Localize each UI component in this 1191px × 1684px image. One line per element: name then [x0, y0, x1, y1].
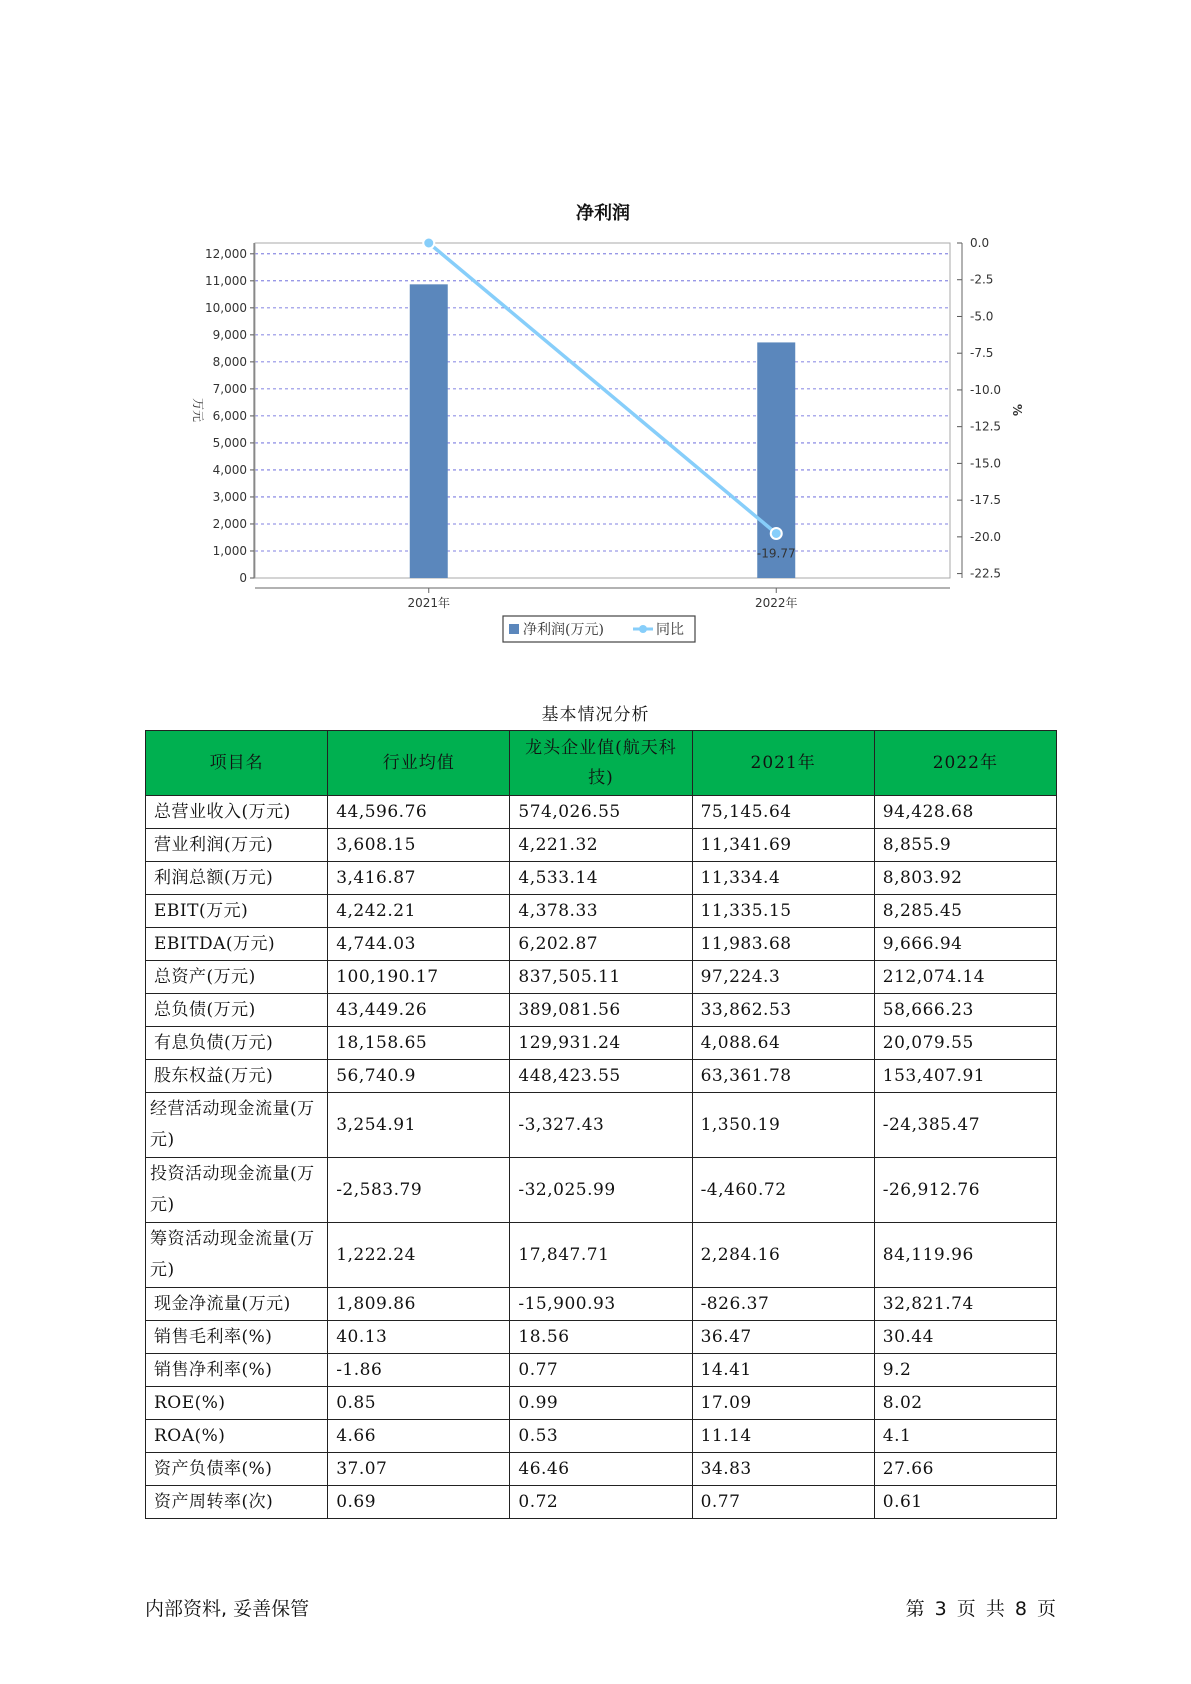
table-row [146, 1387, 1057, 1420]
row-label-cell: ROA(%) [146, 1420, 328, 1453]
value-cell: 8,803.92 [874, 862, 1056, 895]
value-cell: 17,847.71 [510, 1223, 692, 1288]
line-yoy [429, 243, 777, 533]
value-cell: 20,079.55 [874, 1027, 1056, 1060]
table-row [146, 1060, 1057, 1093]
value-cell: 0.69 [328, 1486, 510, 1519]
row-label-cell: 资产周转率(次) [146, 1486, 328, 1519]
value-cell: -15,900.93 [510, 1288, 692, 1321]
y2-tick-label: -5.0 [970, 309, 994, 324]
value-cell: 4,242.21 [328, 895, 510, 928]
bar-net-profit [410, 284, 448, 578]
y-tick-label: 1,000 [212, 543, 247, 558]
value-cell: 34.83 [692, 1453, 874, 1486]
value-cell: -26,912.76 [874, 1158, 1056, 1223]
table-row [146, 1027, 1057, 1060]
table-header-cell: 行业均值 [328, 731, 510, 796]
row-label-cell: 利润总额(万元) [146, 862, 328, 895]
value-cell: 37.07 [328, 1453, 510, 1486]
value-cell: 153,407.91 [874, 1060, 1056, 1093]
table-header-cell: 2022年 [874, 731, 1056, 796]
value-cell: 14.41 [692, 1354, 874, 1387]
y2-tick-label: -10.0 [970, 382, 1002, 397]
row-label-cell: 销售净利率(%) [146, 1354, 328, 1387]
table-row [146, 829, 1057, 862]
value-cell: 58,666.23 [874, 994, 1056, 1027]
value-cell: 11.14 [692, 1420, 874, 1453]
table-row [146, 1223, 1057, 1288]
value-cell: 3,608.15 [328, 829, 510, 862]
value-cell: 0.85 [328, 1387, 510, 1420]
row-label-cell: ROE(%) [146, 1387, 328, 1420]
value-cell: 4.1 [874, 1420, 1056, 1453]
value-cell: 4,221.32 [510, 829, 692, 862]
row-label-cell: 营业利润(万元) [146, 829, 328, 862]
table-header-cell: 项目名 [146, 731, 328, 796]
value-cell: 44,596.76 [328, 796, 510, 829]
table-row [146, 1354, 1057, 1387]
x-tick-label: 2021年 [407, 596, 451, 610]
value-cell: 0.53 [510, 1420, 692, 1453]
value-cell: 56,740.9 [328, 1060, 510, 1093]
row-label-cell: 总营业收入(万元) [146, 796, 328, 829]
value-cell: 1,809.86 [328, 1288, 510, 1321]
table-caption: 基本情况分析 [541, 705, 650, 725]
value-cell: 11,341.69 [692, 829, 874, 862]
chart-title: 净利润 [576, 203, 630, 224]
footer-page-number: 第 3 页 共 8 页 [905, 1598, 1056, 1620]
value-cell: 30.44 [874, 1321, 1056, 1354]
table-header-cell: 龙头企业值(航天科技) [510, 731, 692, 796]
value-cell: 389,081.56 [510, 994, 692, 1027]
data-label: -19.77 [756, 546, 796, 561]
x-tick-label: 2022年 [754, 596, 798, 610]
row-label-cell: EBIT(万元) [146, 895, 328, 928]
value-cell: 3,254.91 [328, 1093, 510, 1158]
legend-swatch-bar [509, 624, 519, 634]
value-cell: 27.66 [874, 1453, 1056, 1486]
value-cell: -2,583.79 [328, 1158, 510, 1223]
value-cell: 0.72 [510, 1486, 692, 1519]
value-cell: 2,284.16 [692, 1223, 874, 1288]
value-cell: 837,505.11 [510, 961, 692, 994]
row-label-cell: 投资活动现金流量(万元) [146, 1158, 328, 1223]
value-cell: 4,088.64 [692, 1027, 874, 1060]
row-label-cell: EBITDA(万元) [146, 928, 328, 961]
y2-tick-label: -15.0 [970, 456, 1002, 471]
line-yoy-point [771, 528, 782, 539]
row-label-cell: 总资产(万元) [146, 961, 328, 994]
row-label-cell: 股东权益(万元) [146, 1060, 328, 1093]
value-cell: 33,862.53 [692, 994, 874, 1027]
table-row [146, 928, 1057, 961]
value-cell: 11,983.68 [692, 928, 874, 961]
value-cell: 8,855.9 [874, 829, 1056, 862]
row-label-cell: 有息负债(万元) [146, 1027, 328, 1060]
table-row [146, 1093, 1057, 1158]
value-cell: -1.86 [328, 1354, 510, 1387]
table-row [146, 862, 1057, 895]
value-cell: 0.61 [874, 1486, 1056, 1519]
table-header-row [146, 731, 1057, 796]
value-cell: 84,119.96 [874, 1223, 1056, 1288]
table-header-cell: 2021年 [692, 731, 874, 796]
y-tick-label: 12,000 [205, 246, 247, 261]
table-body [146, 796, 1057, 1519]
legend-swatch-marker [639, 625, 647, 633]
value-cell: 11,334.4 [692, 862, 874, 895]
value-cell: 0.99 [510, 1387, 692, 1420]
y-tick-label: 2,000 [212, 516, 247, 531]
table-row [146, 1453, 1057, 1486]
value-cell: 1,350.19 [692, 1093, 874, 1158]
row-label-cell: 资产负债率(%) [146, 1453, 328, 1486]
value-cell: 212,074.14 [874, 961, 1056, 994]
y2-tick-label: -2.5 [970, 272, 994, 287]
y2-tick-label: -20.0 [970, 529, 1002, 544]
row-label-cell: 经营活动现金流量(万元) [146, 1093, 328, 1158]
value-cell: 448,423.55 [510, 1060, 692, 1093]
table-row [146, 961, 1057, 994]
value-cell: 8,285.45 [874, 895, 1056, 928]
table-row [146, 796, 1057, 829]
y2-tick-label: -7.5 [970, 346, 994, 361]
y-tick-label: 11,000 [205, 273, 247, 288]
y2-axis-title: % [1010, 403, 1024, 417]
value-cell: 9.2 [874, 1354, 1056, 1387]
y2-tick-label: 0.0 [970, 236, 990, 250]
value-cell: 0.77 [510, 1354, 692, 1387]
y-tick-label: 6,000 [212, 408, 247, 423]
value-cell: 18.56 [510, 1321, 692, 1354]
value-cell: 36.47 [692, 1321, 874, 1354]
row-label-cell: 销售毛利率(%) [146, 1321, 328, 1354]
value-cell: 574,026.55 [510, 796, 692, 829]
table-row [146, 1288, 1057, 1321]
net-profit-chart [0, 0, 1191, 680]
value-cell: 1,222.24 [328, 1223, 510, 1288]
y-tick-label: 0 [239, 571, 247, 585]
value-cell: 3,416.87 [328, 862, 510, 895]
value-cell: 8.02 [874, 1387, 1056, 1420]
table-row [146, 994, 1057, 1027]
table-row [146, 895, 1057, 928]
y-tick-label: 10,000 [205, 300, 247, 315]
value-cell: 4,744.03 [328, 928, 510, 961]
y2-tick-label: -17.5 [970, 493, 1002, 508]
legend-label-yoy: 同比 [656, 622, 684, 638]
row-label-cell: 筹资活动现金流量(万元) [146, 1223, 328, 1288]
y-axis-title: 万元 [191, 397, 205, 423]
y2-tick-label: -12.5 [970, 419, 1002, 434]
y-tick-label: 9,000 [212, 327, 247, 342]
plot-frame [255, 243, 950, 578]
row-label-cell: 总负债(万元) [146, 994, 328, 1027]
value-cell: 97,224.3 [692, 961, 874, 994]
value-cell: -4,460.72 [692, 1158, 874, 1223]
table-row [146, 1486, 1057, 1519]
y2-tick-label: -22.5 [970, 566, 1002, 581]
value-cell: 4,378.33 [510, 895, 692, 928]
value-cell: 32,821.74 [874, 1288, 1056, 1321]
value-cell: -826.37 [692, 1288, 874, 1321]
basic-analysis-table [145, 730, 1057, 1519]
value-cell: 43,449.26 [328, 994, 510, 1027]
value-cell: 94,428.68 [874, 796, 1056, 829]
y-tick-label: 7,000 [212, 381, 247, 396]
value-cell: 9,666.94 [874, 928, 1056, 961]
value-cell: 17.09 [692, 1387, 874, 1420]
table-row [146, 1321, 1057, 1354]
value-cell: 75,145.64 [692, 796, 874, 829]
row-label-cell: 现金净流量(万元) [146, 1288, 328, 1321]
value-cell: 129,931.24 [510, 1027, 692, 1060]
value-cell: 4,533.14 [510, 862, 692, 895]
footer-confidential-note: 内部资料, 妥善保管 [145, 1598, 310, 1620]
value-cell: 0.77 [692, 1486, 874, 1519]
value-cell: 46.46 [510, 1453, 692, 1486]
value-cell: 40.13 [328, 1321, 510, 1354]
table-row [146, 1158, 1057, 1223]
line-yoy-point [423, 238, 434, 249]
y-tick-label: 8,000 [212, 354, 247, 369]
y-tick-label: 4,000 [212, 462, 247, 477]
value-cell: -32,025.99 [510, 1158, 692, 1223]
value-cell: 4.66 [328, 1420, 510, 1453]
value-cell: 18,158.65 [328, 1027, 510, 1060]
value-cell: 100,190.17 [328, 961, 510, 994]
value-cell: -3,327.43 [510, 1093, 692, 1158]
value-cell: 63,361.78 [692, 1060, 874, 1093]
value-cell: 11,335.15 [692, 895, 874, 928]
table-row [146, 1420, 1057, 1453]
chart-canvas [0, 0, 1191, 680]
value-cell: -24,385.47 [874, 1093, 1056, 1158]
y-tick-label: 3,000 [212, 489, 247, 504]
value-cell: 6,202.87 [510, 928, 692, 961]
bar-net-profit [757, 342, 795, 578]
y-tick-label: 5,000 [212, 435, 247, 450]
legend-label-net-profit: 净利润(万元) [523, 622, 604, 638]
